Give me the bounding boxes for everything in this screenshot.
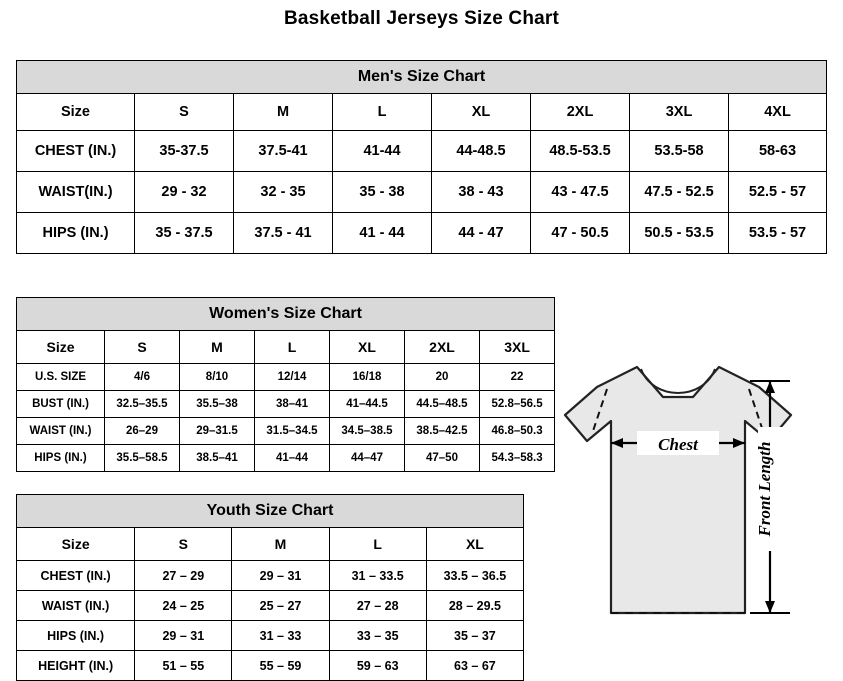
cell-us-size-3xl: 22 bbox=[480, 364, 555, 391]
cell-hips-l: 33 – 35 bbox=[329, 621, 426, 651]
table-row bbox=[17, 591, 524, 621]
cell-chest-m: 29 – 31 bbox=[232, 561, 329, 591]
cell-hips-2xl: 47 - 50.5 bbox=[531, 213, 630, 254]
table-row bbox=[17, 364, 555, 391]
cell-us-size-2xl: 20 bbox=[405, 364, 480, 391]
cell-waist-m: 25 – 27 bbox=[232, 591, 329, 621]
table-row bbox=[17, 445, 555, 472]
cell-waist-l: 31.5–34.5 bbox=[255, 418, 330, 445]
cell-chest-3xl: 53.5-58 bbox=[630, 131, 729, 172]
cell-bust-xl: 41–44.5 bbox=[330, 391, 405, 418]
cell-hips-4xl: 53.5 - 57 bbox=[729, 213, 827, 254]
chest-label: Chest bbox=[658, 435, 698, 454]
front-length-label: Front Length bbox=[755, 441, 774, 537]
cell-height-s: 51 – 55 bbox=[135, 651, 232, 681]
cell-us-size-m: 8/10 bbox=[180, 364, 255, 391]
cell-hips-2xl: 47–50 bbox=[405, 445, 480, 472]
table-caption-row bbox=[17, 61, 827, 94]
table-row bbox=[17, 561, 524, 591]
cell-height-xl: 63 – 67 bbox=[426, 651, 523, 681]
row-label-hips: HIPS (IN.) bbox=[17, 445, 105, 472]
cell-us-size-l: 12/14 bbox=[255, 364, 330, 391]
row-label-chest: CHEST (IN.) bbox=[17, 131, 135, 172]
womens-chart-caption: Women's Size Chart bbox=[17, 298, 555, 331]
column-header-s: S bbox=[135, 528, 232, 561]
youth-chart-caption: Youth Size Chart bbox=[17, 495, 524, 528]
womens-size-chart-table bbox=[16, 297, 555, 472]
cell-hips-3xl: 50.5 - 53.5 bbox=[630, 213, 729, 254]
cell-height-m: 55 – 59 bbox=[232, 651, 329, 681]
cell-hips-s: 35.5–58.5 bbox=[105, 445, 180, 472]
column-header-size: Size bbox=[17, 94, 135, 131]
jersey-measurement-diagram bbox=[545, 345, 835, 665]
cell-hips-m: 38.5–41 bbox=[180, 445, 255, 472]
table-row bbox=[17, 651, 524, 681]
row-label-bust: BUST (IN.) bbox=[17, 391, 105, 418]
cell-chest-l: 41-44 bbox=[333, 131, 432, 172]
cell-hips-m: 37.5 - 41 bbox=[234, 213, 333, 254]
column-header-2xl: 2XL bbox=[405, 331, 480, 364]
cell-hips-m: 31 – 33 bbox=[232, 621, 329, 651]
table-row bbox=[17, 213, 827, 254]
table-row bbox=[17, 621, 524, 651]
cell-bust-l: 38–41 bbox=[255, 391, 330, 418]
cell-waist-xl: 28 – 29.5 bbox=[426, 591, 523, 621]
column-header-m: M bbox=[232, 528, 329, 561]
cell-hips-xl: 35 – 37 bbox=[426, 621, 523, 651]
table-header-row bbox=[17, 94, 827, 131]
cell-chest-4xl: 58-63 bbox=[729, 131, 827, 172]
mens-size-chart-table bbox=[16, 60, 827, 254]
table-row bbox=[17, 172, 827, 213]
column-header-s: S bbox=[135, 94, 234, 131]
column-header-4xl: 4XL bbox=[729, 94, 827, 131]
row-label-waist: WAIST(IN.) bbox=[17, 172, 135, 213]
row-label-hips: HIPS (IN.) bbox=[17, 621, 135, 651]
youth-size-chart-section bbox=[16, 494, 524, 681]
youth-size-chart-table bbox=[16, 494, 524, 681]
table-header-row bbox=[17, 331, 555, 364]
womens-size-chart-section bbox=[16, 297, 554, 472]
column-header-xl: XL bbox=[432, 94, 531, 131]
row-label-waist: WAIST (IN.) bbox=[17, 591, 135, 621]
row-label-height: HEIGHT (IN.) bbox=[17, 651, 135, 681]
cell-hips-s: 35 - 37.5 bbox=[135, 213, 234, 254]
table-caption-row bbox=[17, 495, 524, 528]
cell-waist-s: 26–29 bbox=[105, 418, 180, 445]
column-header-size: Size bbox=[17, 528, 135, 561]
cell-hips-xl: 44–47 bbox=[330, 445, 405, 472]
column-header-s: S bbox=[105, 331, 180, 364]
cell-waist-3xl: 47.5 - 52.5 bbox=[630, 172, 729, 213]
cell-bust-2xl: 44.5–48.5 bbox=[405, 391, 480, 418]
row-label-hips: HIPS (IN.) bbox=[17, 213, 135, 254]
cell-chest-l: 31 – 33.5 bbox=[329, 561, 426, 591]
column-header-m: M bbox=[234, 94, 333, 131]
cell-hips-l: 41 - 44 bbox=[333, 213, 432, 254]
column-header-3xl: 3XL bbox=[630, 94, 729, 131]
cell-waist-l: 35 - 38 bbox=[333, 172, 432, 213]
cell-waist-4xl: 52.5 - 57 bbox=[729, 172, 827, 213]
cell-waist-m: 32 - 35 bbox=[234, 172, 333, 213]
cell-chest-s: 27 – 29 bbox=[135, 561, 232, 591]
table-row bbox=[17, 391, 555, 418]
column-header-l: L bbox=[329, 528, 426, 561]
cell-waist-xl: 38 - 43 bbox=[432, 172, 531, 213]
cell-bust-s: 32.5–35.5 bbox=[105, 391, 180, 418]
row-label-chest: CHEST (IN.) bbox=[17, 561, 135, 591]
cell-waist-3xl: 46.8–50.3 bbox=[480, 418, 555, 445]
cell-chest-xl: 33.5 – 36.5 bbox=[426, 561, 523, 591]
cell-hips-l: 41–44 bbox=[255, 445, 330, 472]
cell-bust-m: 35.5–38 bbox=[180, 391, 255, 418]
column-header-2xl: 2XL bbox=[531, 94, 630, 131]
cell-us-size-xl: 16/18 bbox=[330, 364, 405, 391]
table-header-row bbox=[17, 528, 524, 561]
cell-chest-xl: 44-48.5 bbox=[432, 131, 531, 172]
column-header-size: Size bbox=[17, 331, 105, 364]
cell-height-l: 59 – 63 bbox=[329, 651, 426, 681]
column-header-xl: XL bbox=[330, 331, 405, 364]
column-header-m: M bbox=[180, 331, 255, 364]
table-caption-row bbox=[17, 298, 555, 331]
mens-chart-caption: Men's Size Chart bbox=[17, 61, 827, 94]
cell-waist-2xl: 38.5–42.5 bbox=[405, 418, 480, 445]
cell-chest-m: 37.5-41 bbox=[234, 131, 333, 172]
mens-size-chart-section bbox=[16, 60, 826, 254]
cell-waist-2xl: 43 - 47.5 bbox=[531, 172, 630, 213]
cell-waist-m: 29–31.5 bbox=[180, 418, 255, 445]
cell-waist-s: 29 - 32 bbox=[135, 172, 234, 213]
table-row bbox=[17, 131, 827, 172]
table-row bbox=[17, 418, 555, 445]
column-header-l: L bbox=[255, 331, 330, 364]
column-header-3xl: 3XL bbox=[480, 331, 555, 364]
row-label-waist: WAIST (IN.) bbox=[17, 418, 105, 445]
page-title: Basketball Jerseys Size Chart bbox=[283, 8, 560, 29]
cell-bust-3xl: 52.8–56.5 bbox=[480, 391, 555, 418]
row-label-us-size: U.S. SIZE bbox=[17, 364, 105, 391]
cell-hips-xl: 44 - 47 bbox=[432, 213, 531, 254]
column-header-xl: XL bbox=[426, 528, 523, 561]
column-header-l: L bbox=[333, 94, 432, 131]
cell-waist-s: 24 – 25 bbox=[135, 591, 232, 621]
cell-waist-l: 27 – 28 bbox=[329, 591, 426, 621]
cell-us-size-s: 4/6 bbox=[105, 364, 180, 391]
cell-waist-xl: 34.5–38.5 bbox=[330, 418, 405, 445]
cell-hips-3xl: 54.3–58.3 bbox=[480, 445, 555, 472]
cell-chest-2xl: 48.5-53.5 bbox=[531, 131, 630, 172]
cell-hips-s: 29 – 31 bbox=[135, 621, 232, 651]
cell-chest-s: 35-37.5 bbox=[135, 131, 234, 172]
